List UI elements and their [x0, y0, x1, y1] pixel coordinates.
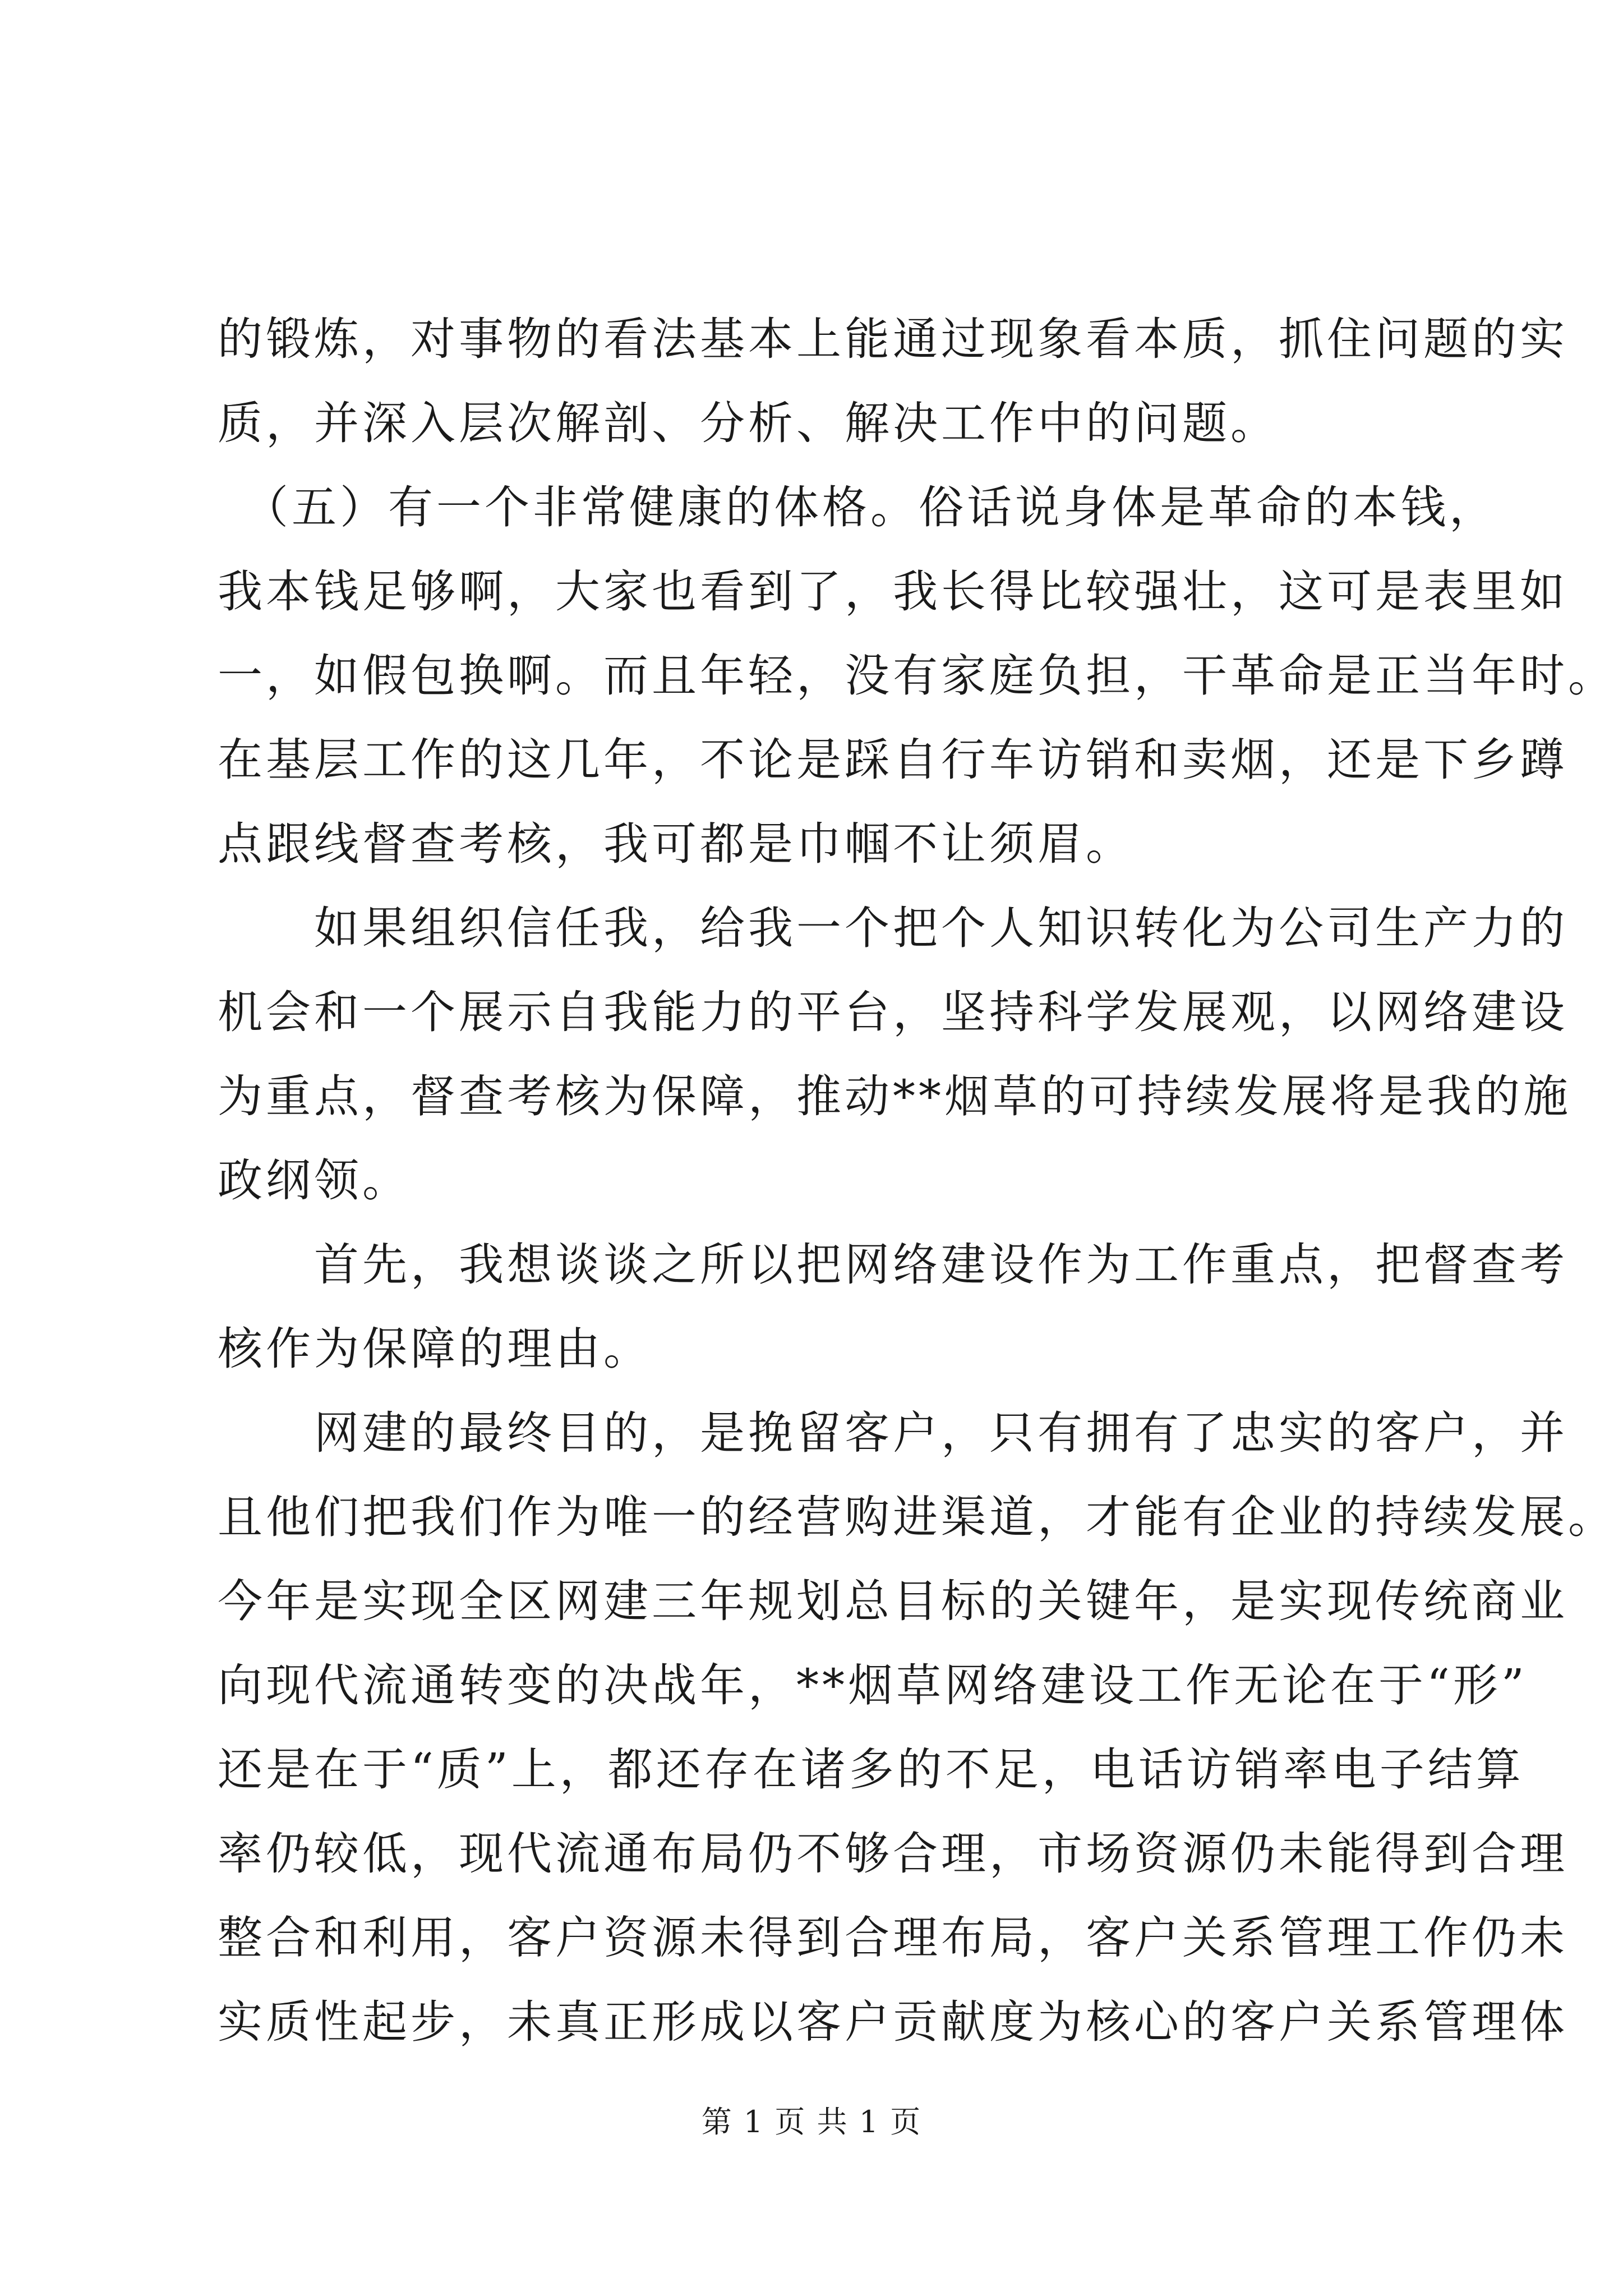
- text-line: 如果组织信任我，给我一个把个人知识转化为公司生产力的: [218, 902, 1568, 954]
- text-line: 在基层工作的这几年，不论是踩自行车访销和卖烟，还是下乡蹲: [218, 734, 1568, 786]
- text-line: 实质性起步，未真正形成以客户贡献度为核心的客户关系管理体: [218, 1996, 1568, 2048]
- page-footer: [0, 2102, 1623, 2142]
- text-line: 率仍较低，现代流通布局仍不够合理，市场资源仍未能得到合理: [218, 1828, 1568, 1880]
- text-line: 整合和利用，客户资源未得到合理布局，客户关系管理工作仍未: [218, 1912, 1568, 1964]
- body-text: [218, 297, 1616, 2064]
- text-line: 网建的最终目的，是挽留客户，只有拥有了忠实的客户，并: [218, 1407, 1568, 1459]
- text-line: 点跟线督查考核，我可都是巾帼不让须眉。: [218, 818, 1134, 870]
- text-line: 的锻炼，对事物的看法基本上能通过现象看本质，抓住问题的实: [218, 313, 1568, 365]
- text-line: 机会和一个展示自我能力的平台，坚持科学发展观，以网络建设: [218, 986, 1568, 1038]
- text-line: （五）有一个非常健康的体格。俗话说身体是革命的本钱，: [218, 481, 1497, 533]
- text-line: 今年是实现全区网建三年规划总目标的关键年，是实现传统商业: [218, 1575, 1568, 1627]
- text-line: 我本钱足够啊，大家也看到了，我长得比较强壮，这可是表里如: [218, 565, 1568, 618]
- page-number: 第 1 页 共 1 页: [701, 2104, 922, 2139]
- text-line: 核作为保障的理由。: [218, 1323, 652, 1375]
- text-line: 且他们把我们作为唯一的经营购进渠道，才能有企业的持续发展。: [218, 1491, 1616, 1543]
- text-line: 质，并深入层次解剖、分析、解决工作中的问题。: [218, 397, 1279, 449]
- text-line: 还是在于“质”上，都还存在诸多的不足，电话访销率电子结算: [218, 1743, 1524, 1796]
- text-line: 为重点，督查考核为保障，推动**烟草的可持续发展将是我的施: [218, 1070, 1571, 1122]
- text-line: 政纲领。: [218, 1154, 411, 1207]
- text-line: 一，如假包换啊。而且年轻，没有家庭负担，干革命是正当年时。: [218, 650, 1616, 702]
- text-line: 首先，我想谈谈之所以把网络建设作为工作重点，把督查考: [218, 1239, 1568, 1291]
- text-line: 向现代流通转变的决战年，**烟草网络建设工作无论在于“形”: [218, 1659, 1528, 1711]
